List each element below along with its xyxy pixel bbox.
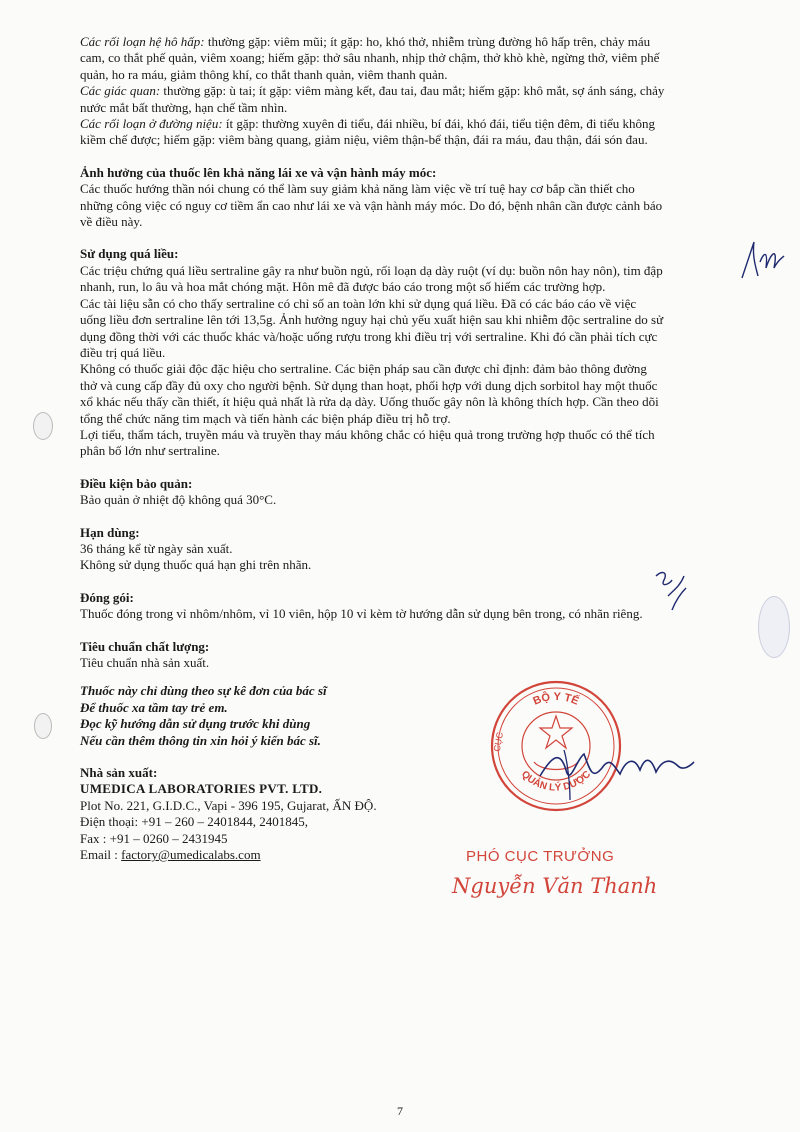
overdose-line: phân bố lớn như sertraline.	[80, 443, 220, 459]
stamp-ring-bottom: QUẢN LÝ DƯỢC	[518, 768, 594, 794]
manufacturer-phone: Điện thoại: +91 – 260 – 2401844, 2401845,	[80, 814, 308, 830]
manufacturer-address: Plot No. 221, G.I.D.C., Vapi - 396 195, Gujarat, ẤN ĐỘ.	[80, 797, 377, 813]
warning-line: Nếu cần thêm thông tin xin hỏi ý kiến bác sĩ.	[80, 732, 321, 748]
overdose-line: nhanh, run, lo âu và hoa mắt chóng mặt. Hôn mê đã được báo cáo trong một số hiếm các trường hợp.	[80, 279, 606, 295]
quality-heading: Tiêu chuẩn chất lượng:	[80, 638, 210, 654]
margin-mark	[758, 596, 790, 658]
svg-text:BỘ Y TẾ	[531, 690, 580, 707]
email-link[interactable]: factory@umedicalabs.com	[121, 847, 261, 863]
overdose-heading: Sử dụng quá liều:	[80, 246, 179, 262]
driving-line: những công việc có nguy cơ tiềm ẩn cao như lái xe và vận hành máy móc. Do đó, bệnh nhân cần được cảnh báo	[80, 197, 663, 213]
overdose-line: điều trị quá liều.	[80, 344, 166, 360]
senses-label: Các giác quan:	[80, 83, 161, 99]
respiratory-line: thường gặp: viêm mũi; ít gặp: ho, khó thở, nhiễm trùng đường hô hấp trên, chảy máu	[204, 34, 651, 49]
overdose-line: Các tài liệu sẵn có cho thấy sertraline có chỉ số an toàn lớn khi sử dụng quá liều. Đã có các báo cáo về việc	[80, 295, 637, 311]
overdose-line: Không có thuốc giải độc đặc hiệu cho sertraline. Các biện pháp sau cần được chỉ định: đảm bảo thông đường	[80, 361, 647, 377]
driving-line: Các thuốc hướng thần nói chung có thể làm suy giảm khả năng làm việc về trí tuệ hay cơ bắp cần thiết cho	[80, 181, 635, 197]
overdose-line: Lợi tiểu, thẩm tách, truyền máu và truyền thay máu không chắc có hiệu quả trong trường hợp thuốc có thể tích	[80, 426, 655, 442]
urinary-line: ít gặp: thường xuyên đi tiểu, đái nhiều, bí đái, khó đái, tiểu tiện đêm, đi tiểu không	[222, 116, 656, 132]
quality-text: Tiêu chuẩn nhà sản xuất.	[80, 655, 210, 670]
initials-mark-icon	[650, 566, 690, 614]
manufacturer-email-row	[80, 847, 760, 863]
senses-line: nước mắt bất thường, hạn chế tầm nhìn.	[80, 99, 288, 115]
overdose-line: thở và cung cấp đầy đủ oxy cho người bệnh. Sử dụng than hoạt, phối hợp với dung dịch sorbitol hay một thuốc	[80, 377, 658, 393]
driving-line: về điều này.	[80, 214, 143, 230]
overdose-line: tổng thể chức năng tim mạch và tiến hành các biện pháp điều trị hỗ trợ.	[80, 410, 451, 426]
manufacturer-fax: Fax : +91 – 0260 – 2431945	[80, 830, 228, 846]
shelf-life-heading: Hạn dùng:	[80, 524, 140, 540]
senses-paragraph	[80, 83, 760, 99]
warning-line: Đọc kỹ hướng dẫn sử dụng trước khi dùng	[80, 716, 311, 732]
handwritten-signature-icon	[530, 730, 700, 810]
storage-text: Bảo quản ở nhiệt độ không quá 30°C.	[80, 492, 277, 508]
email-label: Email :	[80, 847, 122, 863]
urinary-line: kiềm chế được; hiếm gặp: viêm bàng quang, giảm niệu, viêm thận-bể thận, đái ra máu, đau thận, đái són đau.	[80, 132, 648, 148]
punch-hole	[34, 713, 52, 739]
shelf-life-line: Không sử dụng thuốc quá hạn ghi trên nhãn.	[80, 557, 312, 573]
storage-heading: Điều kiện bảo quản:	[80, 475, 193, 491]
overdose-line: dụng đồng thời với các thuốc khác và/hoặc uống rượu trong khi điều trị với sertraline. Khi đó cần phải tích cực	[80, 328, 658, 344]
stamp-ring-left: CỤC	[491, 731, 506, 753]
packaging-text: Thuốc đóng trong vỉ nhôm/nhôm, vỉ 10 viên, hộp 10 vỉ kèm tờ hướng dẫn sử dụng bên trong, có nhãn riêng.	[80, 606, 643, 622]
manufacturer-name: UMEDICA LABORATORIES PVT. LTD.	[80, 781, 323, 797]
packaging-heading: Đóng gói:	[80, 589, 134, 605]
initials-signature-icon	[738, 238, 786, 284]
overdose-line: Các triệu chứng quá liều sertraline gây ra như buồn ngủ, rối loạn dạ dày ruột (ví dụ: buồn nôn hay nôn), tim đập	[80, 262, 663, 278]
signer-name: Nguyễn Văn Thanh	[452, 874, 658, 898]
warning-line: Để thuốc xa tầm tay trẻ em.	[80, 699, 228, 715]
warning-line: Thuốc này chỉ dùng theo sự kê đơn của bác sĩ	[80, 683, 327, 699]
overdose-line: xổ khác nếu thấy cần thiết, ít hiệu quả nhất là rửa dạ dày. Uống thuốc gây nôn là không thích hợp. Cần theo dõi	[80, 394, 659, 410]
page-number: 7	[397, 1104, 403, 1118]
driving-heading: Ảnh hưởng của thuốc lên khả năng lái xe và vận hành máy móc:	[80, 164, 437, 180]
stamp-ring-top: BỘ Y TẾ	[531, 690, 581, 708]
overdose-line: uống liều đơn sertraline lên tới 13,5g. Ảnh hưởng nguy hại chủ yếu xuất hiện sau khi nhiễm độc sertraline do sử	[80, 312, 664, 328]
respiratory-paragraph	[80, 34, 760, 50]
urinary-label: Các rối loạn ở đường niệu:	[80, 116, 223, 132]
shelf-life-line: 36 tháng kể từ ngày sản xuất.	[80, 540, 233, 556]
stamp-title: PHÓ CỤC TRƯỞNG	[466, 848, 615, 865]
manufacturer-heading: Nhà sản xuất:	[80, 765, 158, 781]
punch-hole	[33, 412, 53, 440]
respiratory-line: quản, ho ra máu, giảm thông khí, co thắt thanh quản, viêm thanh quản.	[80, 66, 448, 82]
respiratory-line: cam, co thắt phế quản, viêm xoang; hiếm gặp: thở sâu nhanh, nhịp thở chậm, thở khò khè, ngừng thở, viêm phế	[80, 50, 660, 66]
urinary-paragraph	[80, 116, 760, 132]
senses-line: thường gặp: ù tai; ít gặp: viêm màng kết, đau tai, đau mắt; hiếm gặp: khô mắt, sợ ánh sáng, chảy	[160, 83, 665, 99]
respiratory-label: Các rối loạn hệ hô hấp:	[80, 34, 205, 49]
